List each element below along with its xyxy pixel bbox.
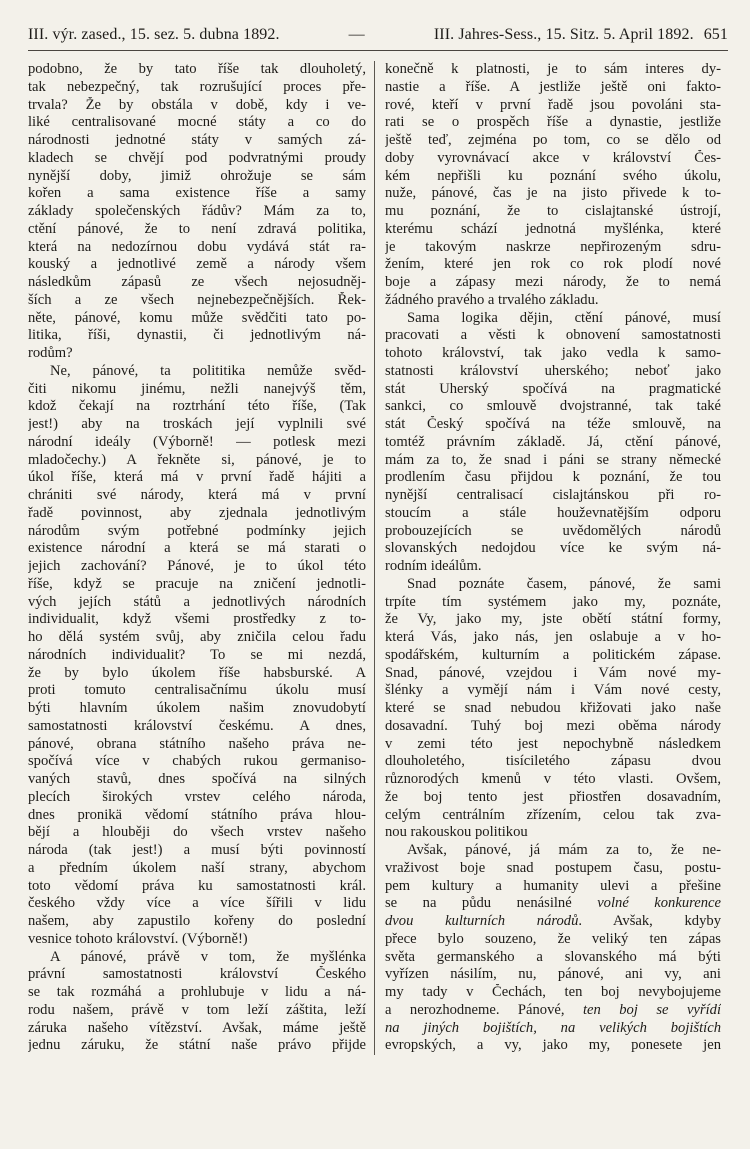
text-line: chrániti své národy, která má v první	[28, 487, 366, 503]
text-line: národa (tak jest!) a musí býti povinností	[28, 842, 366, 858]
text-line: ctění pánové, že to není zdravá politika,	[28, 220, 366, 237]
text-line: šlénky a vymějí nám i Vám nové cesty,	[385, 682, 721, 699]
text-line: existence národní a která se má starati o	[28, 540, 366, 557]
right-column	[377, 61, 721, 1055]
text-line: říše, když se pracuje na zničení jednotli-	[28, 575, 366, 592]
text-line: nastie a říše. A jestliže ještě oni fakto-	[385, 78, 721, 95]
text-line: mladočechy.) A řekněte si, pánové, je to	[28, 451, 366, 468]
text-line: stoucím a stále houževnatějším odporu	[385, 504, 721, 521]
header-german-session: III. Jahres-Sess., 15. Sitz. 5. April 1892.	[433, 26, 694, 43]
text-line: jest!) aby na troskách její vyplnili své	[28, 416, 366, 432]
text-line: dosavadní. Tuhý boj mezi oběma národy	[385, 717, 721, 734]
text-line: kořen a sama existence říše a samy	[28, 185, 366, 202]
header-czech-session: III. výr. zased., 15. sez. 5. dubna 1892.	[28, 26, 280, 43]
text-line: konečně k platnosti, je to sám interes dy-	[385, 61, 721, 77]
text-line: mám za to, že snad i páni se strany německé	[385, 451, 721, 468]
text-line: v zemi této jest nepochybně následkem	[385, 735, 721, 752]
text-line: prodlením času přijdou k poznání, že tou	[385, 469, 721, 486]
text-line: liké centralisované mocné státy a co do	[28, 114, 366, 131]
text-line: rové, kteří v první řadě jsou povoláni sta-	[385, 96, 721, 113]
text-line: rodům?	[28, 345, 73, 361]
text-line: trvala? Že by obstála v době, kdy i ve-	[28, 96, 366, 113]
text-line: se na půdu nenásilné volné konkurence	[385, 895, 721, 912]
text-line: a předním úkolem naší strany, abychom	[28, 859, 366, 876]
text-line: národům svým potřebné podmínky jejich	[28, 522, 366, 539]
text-line: sankci, co smlouvě dvojstranné, tak také	[385, 398, 721, 415]
text-line: spočívá více v chabých rukou germaniso-	[28, 753, 366, 770]
text-line: bějí a hlouběji do všech vrstev našeho	[28, 824, 366, 841]
text-line: nynější centralisací cislajtánskou při ro-	[385, 487, 721, 503]
text-line: stát Český spočívá na téže smlouvě, na	[385, 416, 721, 432]
text-line: že by bylo úkolem říše habsburské. A	[28, 664, 366, 681]
text-line	[385, 1020, 721, 1038]
text-line: evropských, a vy, jako my, ponesete jen	[385, 1037, 721, 1054]
text-line: kterému schází jednotná myšlénka, které	[385, 220, 721, 237]
text-line: pánové, obrana státního našeho práva ne-	[28, 735, 366, 752]
column-divider	[374, 61, 375, 1055]
text-line: národních individualit? To se mi nezdá,	[28, 646, 366, 663]
text-line: že boj tento jest přiostřen dosavadním,	[385, 788, 721, 805]
text-line: různorodých kmenů v této vlasti. Ovšem,	[385, 771, 721, 787]
text-line: čiti nikomu jinému, nežli nanejvýš těm,	[28, 380, 366, 397]
text-line: že Vy, jako my, jste obětí státní formy,	[385, 611, 721, 628]
text-line: ještě teď, zejména po tom, co se dělo od	[385, 132, 721, 148]
text-line: mu poznání, že to cislajtanské ústrojí,	[385, 203, 721, 219]
italic-phrase: na jiných bojištích, na velikých bojištích	[385, 1019, 721, 1036]
text-line: které se snad nebudou křižovati jako naše	[385, 700, 721, 716]
text-line: kladech se chvějí pod podvratnými proudy	[28, 149, 366, 166]
text-line: která Vás, jako nás, jen oslabuje a v ho-	[385, 629, 721, 645]
text-line: základy společenských řádův? Mám za to,	[28, 203, 366, 219]
text-line: jednu záruku, že státní naše právo přijde	[28, 1037, 366, 1054]
text-line: býti hlavním úkolem našim znovudobytí	[28, 700, 366, 716]
text-line: plecích širokých vrstev celého národa,	[28, 788, 366, 805]
text-line: samostatnosti království českému. A dnes,	[28, 717, 366, 734]
text-line: dnes pronikä vědomí státního práva hlou-	[28, 806, 366, 823]
text-line: nynější doby, jimiž ohrožuje se sám	[28, 167, 366, 184]
text-line: vesnice tohoto království. (Výborně!)	[28, 930, 248, 947]
text-line: tomtéž právním základě. Já, ctění pánové,	[385, 433, 721, 450]
text-line: se tak rozmáhá a prohlubuje v lidu a ná-	[28, 984, 366, 1000]
text-line: která na nedozírnou dobu vydává stát ra-	[28, 238, 366, 255]
text-line: kdož čekají na roztrhání této říše, (Tak	[28, 398, 366, 415]
text-line: rodu našem, právě v tom leží záštita, leží	[28, 1001, 366, 1018]
text-line: trpíte tím systémem jako my, poznáte,	[385, 593, 721, 610]
italic-phrase: volné konkurence	[597, 895, 721, 912]
text-line: úkol říše, která má v první řadě hájiti a	[28, 469, 366, 486]
text-line: žením, které jen rok co rok plodí nové	[385, 256, 721, 273]
text-line: právní samostatnosti království Českého	[28, 966, 366, 983]
text-line: dvou kulturních národů. Avšak, kdyby	[385, 913, 721, 929]
text-line: litika, říši, dynastii, či jednotlivým ná-	[28, 327, 366, 344]
left-column	[28, 61, 372, 1055]
text-line: my tady v Čechách, ten boj nevybojujeme	[385, 984, 721, 1000]
text-line: vaných stavů, dnes spočívá na silných	[28, 771, 366, 787]
text-line: pracovati a věsti k obnovení samostatnosti	[385, 327, 721, 344]
text-line: Snad, pánové, vzejdou i Vám nové my-	[385, 664, 721, 681]
text-line: tak nebezpečný, tak rozrušující proces pře-	[28, 78, 366, 95]
text-line: individualit, když všemi prostředky z to-	[28, 611, 366, 628]
text-line: nou rakouskou politikou	[385, 824, 528, 841]
italic-phrase: ten boj se vyřídí	[582, 1001, 721, 1018]
text-line: celým centrálním zřízením, celou tak zva-	[385, 806, 721, 823]
text-line: A pánové, právě v tom, že myšlénka	[50, 948, 366, 965]
text-line: Sama logika dějin, ctění pánové, musí	[407, 309, 721, 326]
text-line: probouzejících se uvědomělých národů	[385, 522, 721, 539]
text-line: spodářském, kulturním a politickém zápase.	[385, 646, 721, 663]
text-line: rati se o prospěch říše a dynastie, jestliže	[385, 114, 721, 131]
text-line: přece bylo souzeno, že veliký ten zápas	[385, 930, 721, 947]
text-line: vraživost boje snad postupem času, postu-	[385, 859, 721, 876]
text-line: doby vyrovnávací akce v království Čes-	[385, 149, 721, 166]
page-number: 651	[703, 26, 728, 43]
text-line: našem, aby zapustilo kořeny do poslední	[28, 913, 366, 929]
text-line: ších a ze všech nejnebezpečnějších. Řek-	[28, 291, 366, 308]
text-line: a nerozhodneme. Pánové, ten boj se vyřídí	[385, 1001, 721, 1018]
text-columns	[28, 61, 728, 1055]
text-line: dlouholetého, tisíciletého zápasu dvou	[385, 753, 721, 770]
text-line: českého vždy více a více šířili v lidu	[28, 895, 366, 912]
text-line: následkům zápasů ze všech nejosudněj-	[28, 274, 366, 290]
text-line: podobno, že by tato říše tak dlouholetý,	[28, 61, 366, 77]
text-line: toto vědomí práva ku samostatnosti král.	[28, 877, 366, 894]
text-line: jejich zachování? Pánové, je to úkol této	[28, 558, 366, 574]
text-line: boje a zápasy mezi národy, že to nemá	[385, 274, 721, 290]
text-line: Ne, pánové, ta polititika nemůže svěd-	[50, 362, 366, 379]
text-line: Snad poznáte časem, pánové, že sami	[407, 575, 721, 592]
text-line: nuže, pánové, čas je na jisto přivede k to-	[385, 185, 721, 202]
text-line: je takovým naskrze nepřirozeným sdru-	[385, 238, 721, 255]
text-line: pem kultury a humanity ulevi a přešine	[385, 877, 721, 894]
text-line: vyřízen násilím, nu, pánové, ani vy, ani	[385, 966, 721, 983]
text-line: řadě povinnost, aby zjednala jednotlivým	[28, 504, 366, 521]
text-line: tohoto království, tak jako vedla k samo-	[385, 345, 721, 361]
italic-phrase: dvou kulturních národů	[385, 913, 579, 929]
text-line: stát Uherský spočívá na pragmatické	[385, 380, 721, 397]
text-line: něte, pánové, komu může svědčiti tato po-	[28, 309, 366, 326]
text-line: národnosti jednotné státy v samých zá-	[28, 132, 366, 148]
text-line: ho dělá systém svůj, aby zničila celou řadu	[28, 629, 366, 645]
text-line: statnosti království uherského; neboť jako	[385, 362, 721, 379]
text-line: kém nepřišli ku poznání svého úkolu,	[385, 167, 721, 184]
text-line: proti tomuto centralisačnímu úkolu musí	[28, 682, 366, 699]
text-line: kouský a jednotlivé země a národy všem	[28, 256, 366, 273]
text-line: vých jejích států a jednotlivých národních	[28, 593, 366, 610]
text-line: světa germanského a slovanského má býti	[385, 948, 721, 965]
text-line: žádného pravého a trvalého základu.	[385, 291, 599, 308]
text-line: slovanských nedojdou více ke svým ná-	[385, 540, 721, 557]
text-line: záruka našeho vítězství. Avšak, máme ještě	[28, 1019, 366, 1036]
text-line: národní ideály (Výborně! — potlesk mezi	[28, 433, 366, 450]
page-header	[28, 26, 728, 51]
text-line: Avšak, pánové, já mám za to, že ne-	[407, 842, 721, 858]
header-dash: —	[348, 26, 365, 43]
text-line: rodním ideálům.	[385, 558, 482, 574]
